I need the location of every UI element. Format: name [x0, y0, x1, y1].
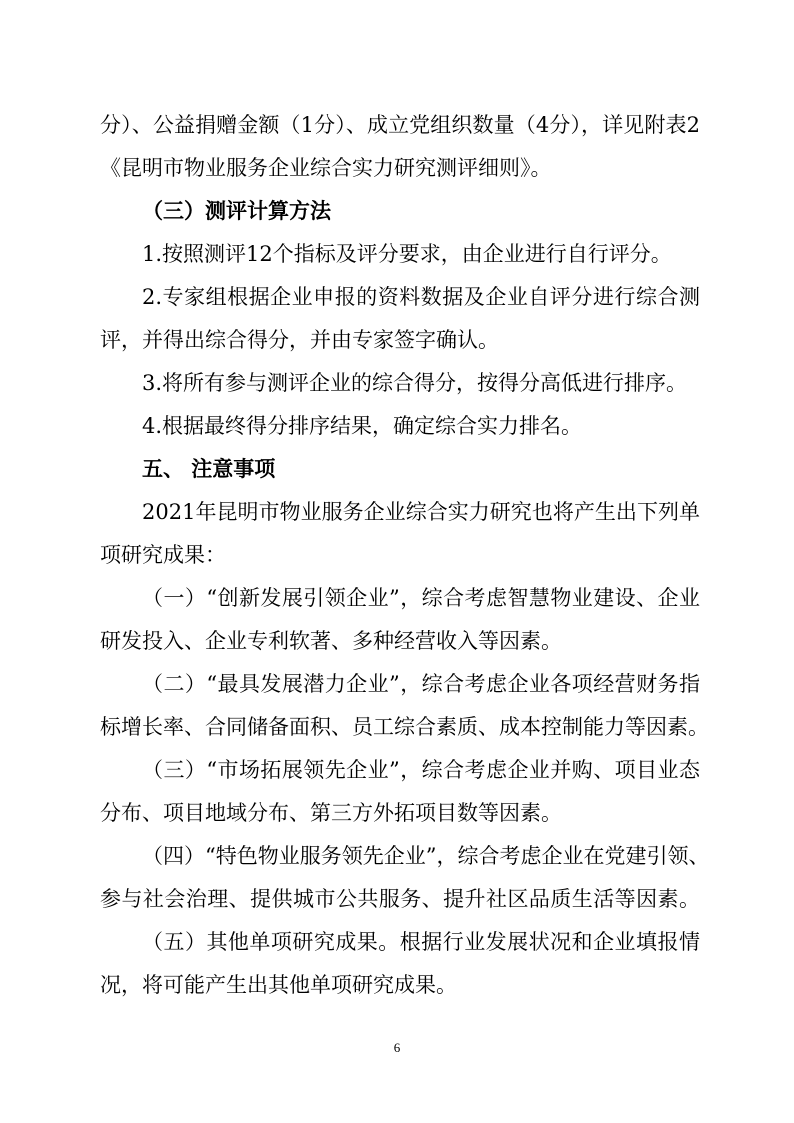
paragraph-line: 2021年昆明市物业服务企业综合实力研究也将产生出下列单: [142, 500, 700, 524]
paragraph-line: 参与社会治理、提供城市公共服务、提升社区品质生活等因素。: [100, 887, 700, 911]
paragraph-line: 2.专家组根据企业申报的资料数据及企业自评分进行综合测: [142, 285, 700, 309]
paragraph-line: 项研究成果：: [100, 543, 226, 567]
paragraph-line: 4.根据最终得分排序结果，确定综合实力排名。: [142, 414, 583, 438]
paragraph-line: （五）其他单项研究成果。根据行业发展状况和企业填报情: [142, 930, 700, 954]
paragraph-line: 3.将所有参与测评企业的综合得分，按得分高低进行排序。: [142, 371, 688, 395]
section-heading: （三）测评计算方法: [142, 199, 331, 223]
paragraph-line: 1.按照测评12个指标及评分要求，由企业进行自行评分。: [142, 242, 672, 266]
paragraph-line: 研发投入、企业专利软著、多种经营收入等因素。: [100, 629, 562, 653]
paragraph-line: 评，并得出综合得分，并由专家签字确认。: [100, 328, 499, 352]
paragraph-line: 分）、公益捐赠金额（1分）、成立党组织数量（4分），详见附表2: [100, 113, 700, 137]
paragraph-line: 《昆明市物业服务企业综合实力研究测评细则》。: [100, 156, 552, 180]
paragraph-line: （一）“创新发展引领企业”，综合考虑智慧物业建设、企业: [142, 586, 700, 610]
paragraph-line: （四）“特色物业服务领先企业”，综合考虑企业在党建引领、: [142, 844, 710, 868]
paragraph-line: （二）“最具发展潜力企业”，综合考虑企业各项经营财务指: [142, 672, 700, 696]
paragraph-line: 况，将可能产生出其他单项研究成果。: [100, 973, 457, 997]
paragraph-line: 分布、项目地域分布、第三方外拓项目数等因素。: [100, 801, 562, 825]
page-number: 6: [393, 1040, 401, 1055]
paragraph-line: （三）“市场拓展领先企业”，综合考虑企业并购、项目业态: [142, 758, 700, 782]
section-heading: 五、 注意事项: [142, 457, 276, 481]
paragraph-line: 标增长率、合同储备面积、员工综合素质、成本控制能力等因素。: [100, 715, 709, 739]
